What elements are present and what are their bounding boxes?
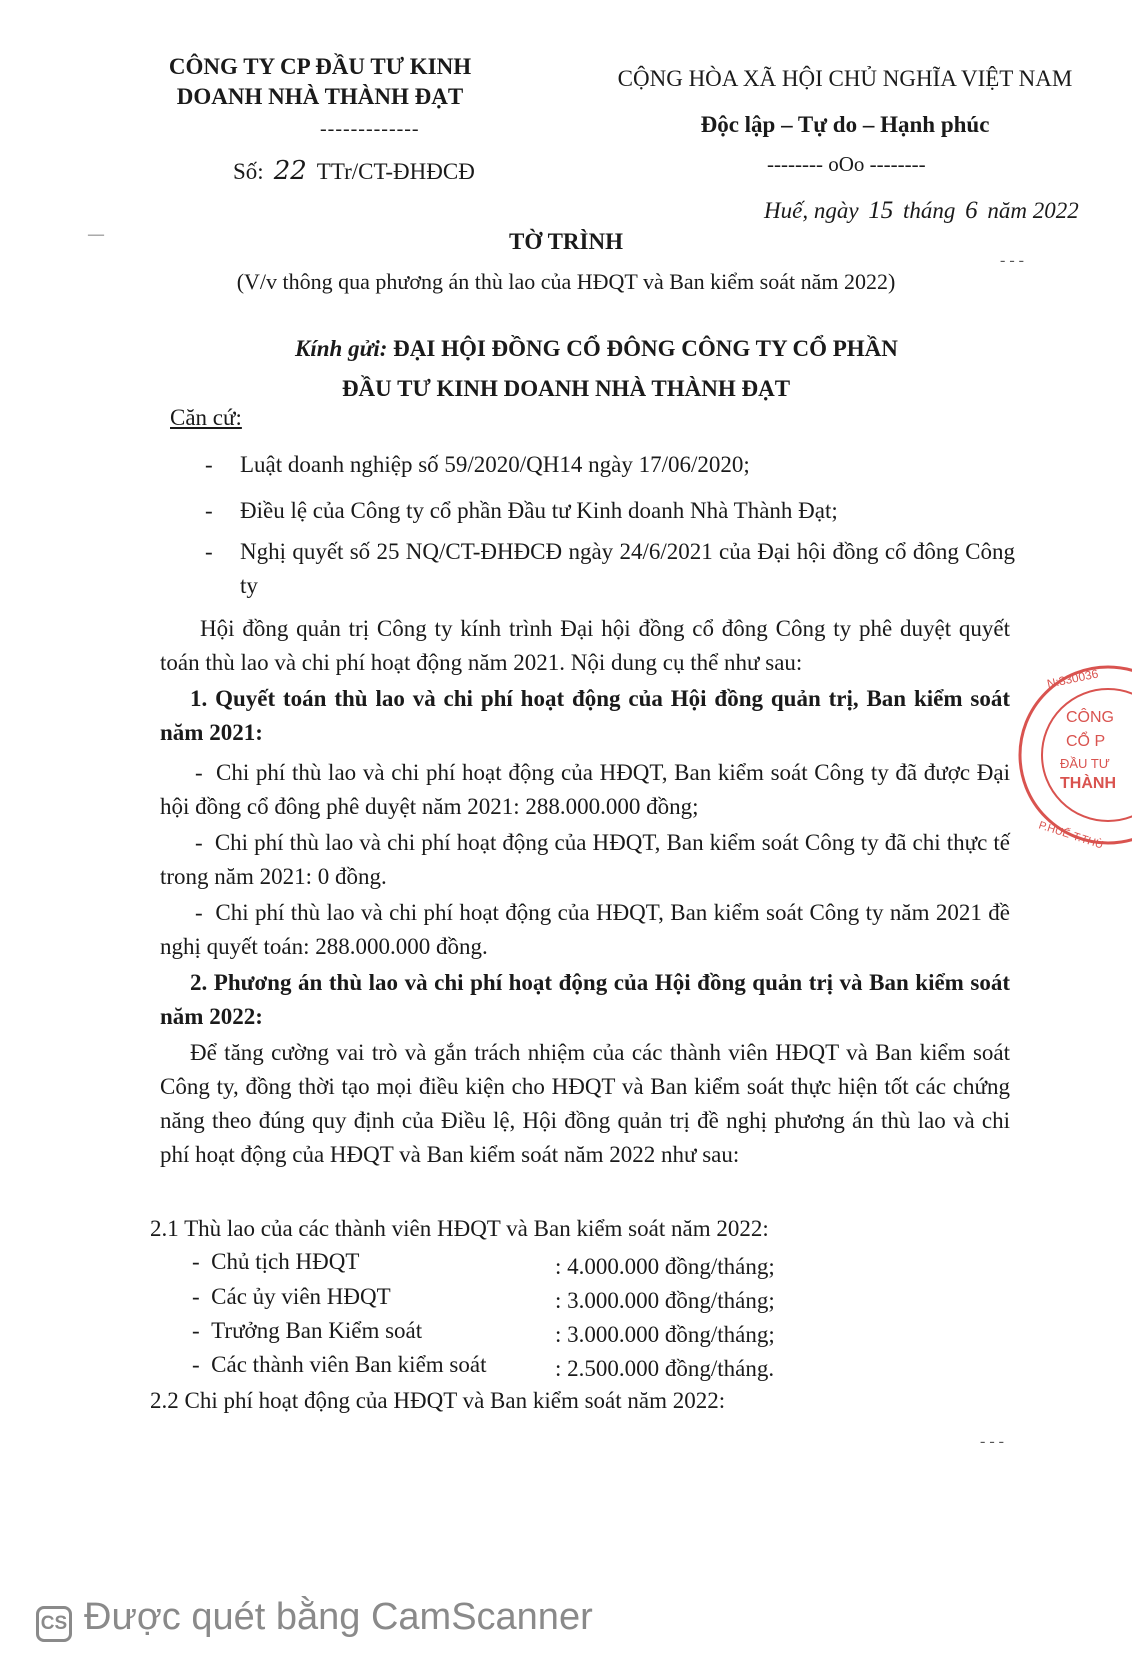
place-label: Huế, ngày: [764, 198, 859, 223]
fee-row-value: : 3.000.000 đồng/tháng;: [555, 1288, 775, 1313]
section1-item-text: Chi phí thù lao và chi phí hoạt động của HĐQT, Ban kiểm soát Công ty đã chi thực tế trong năm 2021: 0 đồng.: [160, 830, 1010, 889]
fee-row-label: [192, 1280, 391, 1314]
bases-item-text: Luật doanh nghiệp số 59/2020/QH14 ngày 17/06/2020;: [240, 452, 750, 477]
section2-heading: 2. Phương án thù lao và chi phí hoạt động của Hội đồng quản trị và Ban kiểm soát năm 2022:: [160, 970, 1010, 1029]
fee-row-label-text: Các thành viên Ban kiểm soát: [211, 1352, 487, 1377]
seal-line2: CỔ P: [1066, 733, 1106, 750]
bullet-dash: -: [205, 452, 213, 477]
bullet-dash: -: [205, 498, 213, 523]
bullet-dash: -: [195, 900, 216, 925]
fee-row-label-text: Các ủy viên HĐQT: [211, 1284, 391, 1309]
section1-item-text: Chi phí thù lao và chi phí hoạt động của HĐQT, Ban kiểm soát Công ty năm 2021 đề nghị quyết toán: 288.000.000 đồng.: [160, 900, 1010, 959]
document-number: [233, 156, 475, 186]
fee-row-label-text: Chủ tịch HĐQT: [211, 1249, 360, 1274]
section1-item: [160, 756, 1010, 824]
scan-mark: - - -: [1000, 252, 1024, 269]
republic-name: CỘNG HÒA XÃ HỘI CHỦ NGHĨA VIỆT NAM: [617, 66, 1073, 91]
place-and-date: [764, 197, 1079, 225]
scan-mark: —: [88, 226, 104, 243]
section2-sub2: 2.2 Chi phí hoạt động của HĐQT và Ban kiểm soát năm 2022:: [150, 1388, 726, 1413]
fee-row-value: : 3.000.000 đồng/tháng;: [555, 1322, 775, 1347]
camscanner-logo: CS: [36, 1606, 72, 1642]
document-subtitle: (V/v thông qua phương án thù lao của HĐQT và Ban kiểm soát năm 2022): [236, 269, 896, 294]
addressee-line1: [295, 336, 898, 362]
addressee-line2: ĐẦU TƯ KINH DOANH NHÀ THÀNH ĐẠT: [341, 376, 791, 401]
bases-item: [205, 535, 1015, 603]
seal-line3: ĐẦU TƯ: [1060, 756, 1110, 771]
document-number-label: Số:: [233, 159, 264, 184]
month-label: tháng: [903, 198, 956, 223]
seal-code: N:330036: [1045, 666, 1100, 691]
section2-paragraph: Để tăng cường vai trò và gắn trách nhiệm của các thành viên HĐQT và Ban kiểm soát Công ty, đồng thời tạo mọi điều kiện cho HĐQT và Ban kiểm soát thực hiện tốt các chứng năng theo đúng quy định của Điều lệ, Hội đồng quản trị đề nghị phương án thù lao và chi phí hoạt động của HĐQT và Ban kiểm soát năm 2022 như sau:: [160, 1040, 1010, 1167]
bullet-dash: -: [205, 539, 213, 564]
fee-row-label: [192, 1245, 359, 1279]
company-seal: [1008, 660, 1132, 860]
addressee-org-line1: ĐẠI HỘI ĐỒNG CỔ ĐÔNG CÔNG TY CỔ PHẦN: [393, 336, 898, 361]
date-year: năm 2022: [987, 198, 1079, 223]
document-number-suffix: TTr/CT-ĐHĐCĐ: [316, 159, 475, 184]
fee-row-value: : 4.000.000 đồng/tháng;: [555, 1254, 775, 1279]
company-name-line2: DOANH NHÀ THÀNH ĐẠT: [176, 84, 464, 109]
addressee-lead: Kính gửi:: [295, 336, 388, 361]
bullet-dash: -: [192, 1249, 212, 1274]
section1-item: [160, 826, 1010, 894]
date-day: 15: [868, 197, 894, 224]
fee-row-label: [192, 1314, 422, 1348]
bullet-dash: -: [192, 1318, 212, 1343]
document-title: TỜ TRÌNH: [509, 229, 623, 254]
company-name: [150, 52, 490, 112]
intro-paragraph: Hội đồng quản trị Công ty kính trình Đại hội đồng cổ đông Công ty phê duyệt quyết toán thù lao và chi phí hoạt động năm 2021. Nội dung cụ thể như sau:: [160, 616, 1010, 675]
bullet-dash: -: [195, 760, 217, 785]
seal-line5: P.HUẾ-T.THỪ: [1037, 819, 1106, 853]
date-month: 6: [965, 197, 978, 224]
bullet-dash: -: [195, 830, 215, 855]
seal-line1: CÔNG: [1066, 709, 1114, 726]
scanner-watermark: Được quét bằng CamScanner: [84, 1596, 593, 1638]
fee-row-label-text: Trưởng Ban Kiểm soát: [211, 1318, 423, 1343]
fee-row-value: : 2.500.000 đồng/tháng.: [555, 1356, 775, 1381]
bases-item-text: Nghị quyết số 25 NQ/CT-ĐHĐCĐ ngày 24/6/2021 của Đại hội đồng cổ đông Công ty: [240, 539, 1015, 598]
seal-line4: THÀNH: [1060, 775, 1116, 792]
company-separator: -------------: [320, 118, 420, 140]
bases-item-text: Điều lệ của Công ty cổ phần Đầu tư Kinh doanh Nhà Thành Đạt;: [240, 498, 838, 523]
section1-item: [160, 896, 1010, 964]
bullet-dash: -: [192, 1284, 212, 1309]
section1-item-text: Chi phí thù lao và chi phí hoạt động của HĐQT, Ban kiểm soát Công ty đã được Đại hội đồng cổ đông phê duyệt năm 2021: 288.000.000 đồng;: [160, 760, 1010, 819]
section2-sub1: 2.1 Thù lao của các thành viên HĐQT và Ban kiểm soát năm 2022:: [150, 1216, 769, 1241]
national-motto: Độc lập – Tự do – Hạnh phúc: [700, 112, 990, 137]
bullet-dash: -: [192, 1352, 212, 1377]
section1-heading: 1. Quyết toán thù lao và chi phí hoạt động của Hội đồng quản trị, Ban kiểm soát năm 2021:: [160, 686, 1010, 745]
scan-mark: - - -: [980, 1433, 1004, 1450]
fee-row-label: [192, 1348, 486, 1382]
motto-separator: -------- oOo --------: [767, 152, 926, 176]
document-number-value: 22: [273, 156, 307, 186]
company-name-line1: CÔNG TY CP ĐẦU TƯ KINH: [168, 54, 472, 79]
bases-heading: Căn cứ:: [170, 405, 242, 430]
